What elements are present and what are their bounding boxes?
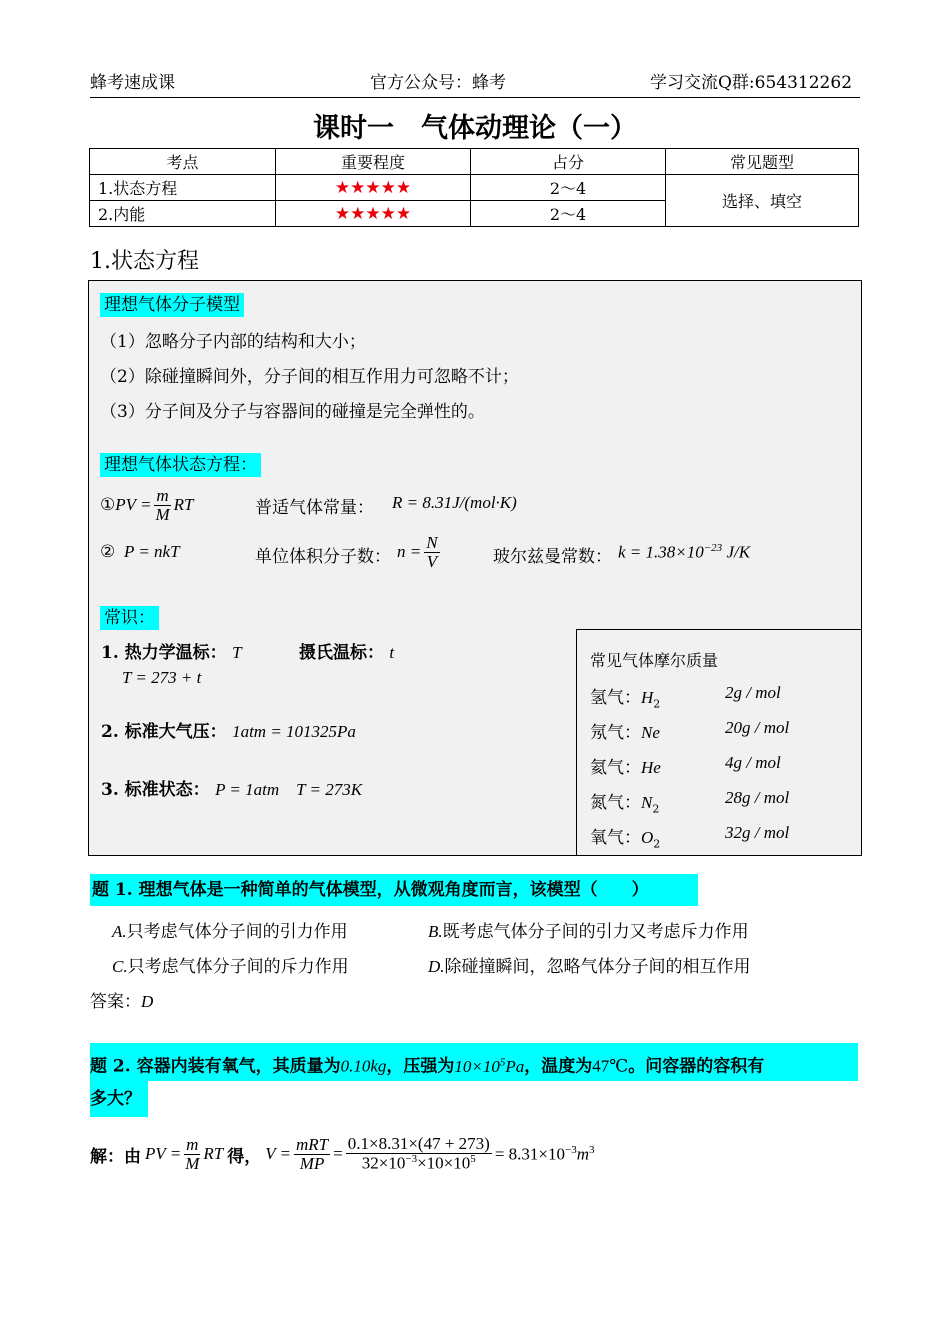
common-label: 3. 标准状态： bbox=[101, 780, 210, 800]
gas-symbol: N bbox=[641, 793, 653, 812]
option-letter: C. bbox=[112, 957, 128, 976]
common-label: 1. 热力学温标： bbox=[101, 643, 227, 663]
solution-label: 解：由 bbox=[90, 1146, 141, 1167]
solution-text: 得， bbox=[227, 1146, 262, 1167]
fraction-numerator: m bbox=[156, 485, 169, 505]
n-formula bbox=[397, 530, 440, 574]
header-divider bbox=[90, 97, 860, 98]
gas-constant-value: R = 8.31J/(mol·K) bbox=[392, 493, 517, 512]
gas-symbol: He bbox=[641, 758, 661, 777]
fraction-numerator: mRT bbox=[296, 1134, 329, 1154]
result-exp: −3 bbox=[565, 1143, 577, 1156]
gas-name: 氦气： bbox=[590, 758, 641, 778]
option bbox=[112, 917, 348, 942]
den-exp: −3 bbox=[405, 1153, 418, 1166]
gas-name: 氮气： bbox=[590, 793, 641, 813]
option-letter: D. bbox=[428, 957, 445, 976]
gas-mass: 28g / mol bbox=[725, 788, 790, 807]
header-center: 官方公众号：蜂考 bbox=[370, 73, 506, 93]
den-exp: 5 bbox=[470, 1153, 476, 1166]
table-header: 重要程度 bbox=[276, 149, 471, 175]
fraction bbox=[153, 487, 171, 524]
result-unit-exp: 3 bbox=[589, 1143, 595, 1156]
k-unit: J/K bbox=[726, 542, 751, 562]
molar-row bbox=[590, 718, 660, 743]
table-header: 常见题型 bbox=[666, 149, 859, 175]
common-formula: P = 1atm T = 273K bbox=[215, 780, 363, 799]
molar-row bbox=[590, 823, 660, 850]
model-item: （2）除碰撞瞬间外，分子间的相互作用力可忽略不计； bbox=[100, 367, 519, 387]
fraction-numerator: m bbox=[186, 1134, 199, 1154]
gas-subscript: 2 bbox=[653, 837, 661, 851]
option-letter: A. bbox=[112, 922, 127, 941]
fraction-denominator: V bbox=[426, 551, 438, 571]
option bbox=[428, 952, 751, 977]
option-text: 既考虑气体分子间的引力又考虑斥力作用 bbox=[442, 922, 749, 942]
den-part: ×10×10 bbox=[417, 1153, 471, 1173]
header-right: 学习交流Q群:654312262 bbox=[650, 73, 853, 93]
common-symbol: t bbox=[389, 643, 395, 662]
importance-stars: ★★★★★ bbox=[276, 201, 471, 227]
section-heading: 1.状态方程 bbox=[90, 249, 199, 274]
option-text: 只考虑气体分子间的引力作用 bbox=[126, 922, 348, 942]
fraction-denominator: M bbox=[155, 504, 170, 524]
option-text: 只考虑气体分子间的斥力作用 bbox=[127, 957, 349, 977]
q2-text: ，压强为 bbox=[386, 1056, 455, 1077]
q2-text: ，温度为 bbox=[524, 1056, 593, 1077]
table-cell-topic: 1.状态方程 bbox=[90, 175, 276, 201]
importance-stars: ★★★★★ bbox=[276, 175, 471, 201]
eq-text: RT bbox=[203, 1144, 224, 1163]
fraction-numerator: N bbox=[426, 532, 438, 552]
gas-subscript: 2 bbox=[652, 802, 660, 816]
eq-text: V = bbox=[265, 1144, 292, 1163]
model-item: （3）分子间及分子与容器间的碰撞是完全弹性的。 bbox=[100, 402, 485, 422]
result-unit: m bbox=[576, 1144, 590, 1164]
table-header: 占分 bbox=[471, 149, 666, 175]
molar-heading: 常见气体摩尔质量 bbox=[590, 651, 719, 670]
eq-sign: = bbox=[333, 1144, 343, 1163]
model-heading: 理想气体分子模型 bbox=[100, 293, 244, 317]
eq-text: n = bbox=[397, 542, 422, 561]
gas-mass: 20g / mol bbox=[725, 718, 790, 737]
answer bbox=[90, 987, 153, 1012]
gas-subscript: 2 bbox=[653, 697, 661, 711]
eq-text: RT bbox=[173, 495, 194, 514]
common-label: 2. 标准大气压： bbox=[101, 722, 227, 742]
fraction bbox=[294, 1136, 330, 1173]
fraction-denominator: M bbox=[185, 1153, 200, 1173]
table-cell-score: 2～4 bbox=[471, 201, 666, 227]
common-symbol: T bbox=[232, 643, 242, 662]
k-value bbox=[618, 542, 750, 563]
k-exponent: −23 bbox=[703, 542, 723, 554]
state-eq-heading: 理想气体状态方程： bbox=[100, 453, 261, 477]
gas-name: 氖气： bbox=[590, 723, 641, 743]
n-label: 单位体积分子数： bbox=[255, 547, 391, 567]
summary-table bbox=[89, 148, 859, 227]
circled-number: ① bbox=[100, 495, 116, 515]
molar-row bbox=[590, 788, 659, 815]
gas-constant-label: 普适气体常量： bbox=[255, 498, 374, 518]
result bbox=[495, 1144, 595, 1165]
table-row bbox=[90, 175, 859, 201]
ideal-gas-equation bbox=[100, 484, 193, 526]
gas-name: 氢气： bbox=[590, 688, 641, 708]
q2-temp: 47℃ bbox=[592, 1056, 629, 1076]
molar-row bbox=[590, 753, 661, 778]
result-value: = 8.31×10 bbox=[494, 1144, 566, 1164]
table-cell-topic: 2.内能 bbox=[90, 201, 276, 227]
option-text: 除碰撞瞬间，忽略气体分子间的相互作用 bbox=[444, 957, 751, 977]
common-formula: T = 273 + t bbox=[122, 668, 202, 687]
molar-row bbox=[590, 683, 660, 710]
eq2-mark: ② bbox=[100, 542, 116, 562]
option-letter: B. bbox=[428, 922, 443, 941]
q2-pressure-unit: Pa bbox=[505, 1056, 525, 1076]
q2-text: 题 2. 容器内装有氧气，其质量为 bbox=[90, 1056, 341, 1077]
q2-text: 。问容器的容积有 bbox=[628, 1056, 765, 1077]
fraction-denominator bbox=[360, 1154, 478, 1173]
q2-pressure-base: 10×10 bbox=[454, 1056, 500, 1076]
common-label: 摄氏温标： bbox=[299, 643, 384, 663]
den-part: 32×10 bbox=[361, 1153, 406, 1173]
q2-solution bbox=[90, 1126, 595, 1182]
option bbox=[112, 952, 349, 977]
q2-pressure-exp: 5 bbox=[499, 1056, 506, 1068]
fraction bbox=[424, 534, 439, 571]
model-item: （1）忽略分子内部的结构和大小； bbox=[100, 332, 366, 352]
fraction bbox=[183, 1136, 201, 1173]
answer-label: 答案： bbox=[90, 992, 141, 1012]
header-left: 蜂考速成课 bbox=[90, 73, 175, 93]
fraction bbox=[346, 1135, 492, 1172]
q2-mass: 0.10kg bbox=[340, 1056, 387, 1076]
question-2-stem-line2: 多大？ bbox=[90, 1081, 148, 1117]
table-header-row bbox=[90, 149, 859, 175]
gas-mass: 4g / mol bbox=[725, 753, 781, 772]
question-2-stem-line1 bbox=[90, 1043, 858, 1081]
table-cell-score: 2～4 bbox=[471, 175, 666, 201]
common-heading: 常识： bbox=[100, 606, 159, 630]
page-title: 课时一 气体动理论（一） bbox=[313, 113, 637, 144]
fraction-denominator: MP bbox=[299, 1153, 325, 1173]
k-label: 玻尔兹曼常数： bbox=[493, 547, 612, 567]
table-cell-types: 选择、填空 bbox=[666, 175, 859, 227]
gas-mass: 2g / mol bbox=[725, 683, 781, 702]
common-formula: 1atm = 101325Pa bbox=[232, 722, 356, 741]
eq-text: PV = bbox=[115, 495, 152, 514]
eq-text: PV = bbox=[145, 1144, 182, 1163]
gas-mass: 32g / mol bbox=[725, 823, 790, 842]
k-left: k = 1.38×10 bbox=[618, 542, 704, 562]
gas-symbol: Ne bbox=[641, 723, 660, 742]
gas-symbol: H bbox=[641, 688, 654, 707]
q2-pressure bbox=[454, 1057, 524, 1076]
table-header: 考点 bbox=[90, 149, 276, 175]
eq2-formula: P = nkT bbox=[124, 542, 180, 561]
gas-name: 氧气： bbox=[590, 828, 641, 848]
fraction-numerator: 0.1×8.31×(47 + 273) bbox=[347, 1134, 490, 1154]
answer-value: D bbox=[141, 992, 154, 1011]
question-1-stem: 题 1. 理想气体是一种简单的气体模型，从微观角度而言，该模型（ ） bbox=[90, 874, 698, 906]
option bbox=[428, 917, 749, 942]
gas-symbol: O bbox=[641, 828, 654, 847]
